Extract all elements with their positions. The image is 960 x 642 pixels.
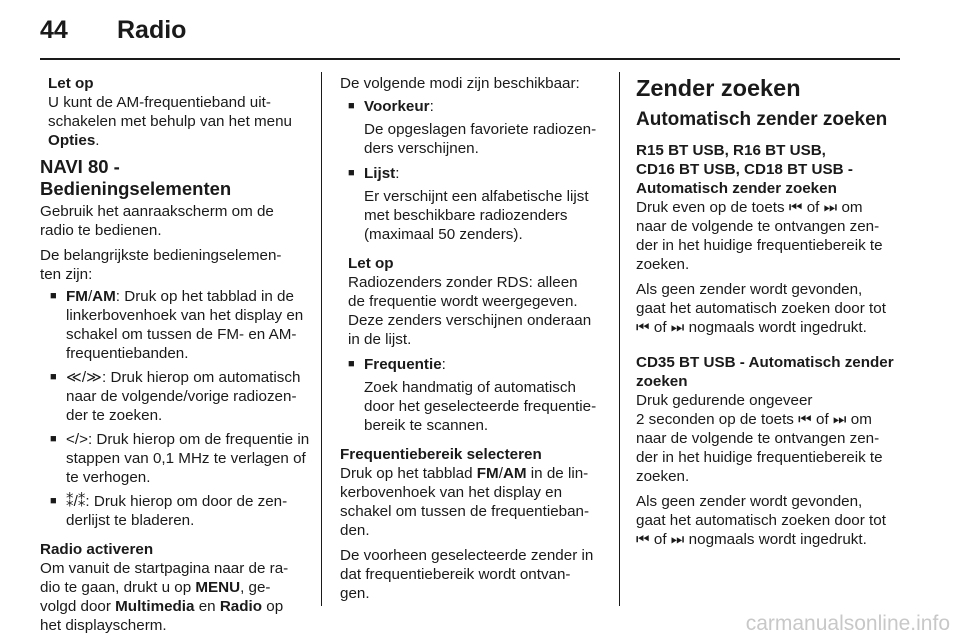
text: op: [262, 598, 284, 615]
text: volgd door: [40, 598, 116, 615]
voorkeur-label: Voorkeur: [364, 98, 430, 115]
text-line: zoeken.: [636, 468, 690, 485]
note-line: de frequentie wordt weergegeven.: [348, 293, 578, 310]
list-item-text: : Druk op het tabblad in de linkerbovenhoek van het display en schakel om tussen de FM- en AM-frequentiebanden.: [66, 288, 304, 362]
select-heading: Frequentiebereik selecteren: [340, 446, 542, 463]
list-item: [50, 287, 310, 363]
text-line: De voorheen geselecteerde zender in: [340, 547, 594, 564]
previous-track-icon: ⏮: [788, 199, 803, 216]
text-line: gaat het automatisch zoeken door tot: [636, 512, 886, 529]
text-line: den.: [340, 522, 370, 539]
text-line: naar de volgende te ontvangen zen-: [636, 430, 880, 447]
text-line: Als geen zender wordt gevonden,: [636, 493, 863, 510]
text-line: gaat het automatisch zoeken door tot: [636, 300, 886, 317]
text: Druk even op de toets: [636, 199, 789, 216]
text-line: zoeken.: [636, 256, 690, 273]
text: Druk op het tabblad: [340, 465, 477, 482]
text-line: Om vanuit de startpagina naar de ra-: [40, 560, 289, 577]
text: of: [649, 531, 671, 548]
subsection-heading: Automatisch zender zoeken: [636, 109, 888, 130]
previous-track-icon: ⏮: [798, 411, 812, 428]
note-line: Radiozenders zonder RDS: alleen: [348, 274, 578, 291]
text: of: [811, 411, 833, 428]
list-item-text: : Druk hierop om door de zen-derlijst te bladeren.: [66, 493, 288, 529]
text: of: [802, 199, 824, 216]
text-line: CD35 BT USB - Automatisch zender: [636, 354, 894, 371]
cd35-heading: [636, 353, 904, 391]
text: , ge-: [240, 579, 271, 596]
list-item: [348, 355, 608, 435]
colon: :: [429, 98, 434, 115]
next-track-icon: ⏭: [670, 531, 685, 548]
text: of: [649, 319, 671, 336]
header-rule: [40, 58, 900, 60]
previous-station-paragraph: [340, 546, 608, 603]
text-line: naar de volgende te ontvangen zen-: [636, 218, 880, 235]
column-3: [636, 74, 904, 555]
intro-paragraph: [40, 202, 310, 240]
spacer: [636, 343, 904, 353]
text-line: zoeken: [636, 373, 688, 390]
list-item: [50, 492, 310, 530]
section-heading: Zender zoeken: [636, 75, 801, 101]
text: nogmaals wordt ingedrukt.: [684, 531, 867, 548]
note-label: Let op: [348, 255, 394, 272]
radio-label: Radio: [219, 598, 263, 615]
text-line: gen.: [340, 585, 370, 602]
list-item-text: Zoek handmatig of automatisch door het geselecteerde frequentie-bereik te scannen.: [364, 379, 597, 434]
select-paragraph: [340, 464, 608, 540]
slash: /: [87, 288, 93, 305]
note-end: .: [95, 132, 100, 149]
list-item-text: : Druk hierop om de frequentie in stappen van 0,1 MHz te verlagen of te verhogen.: [66, 431, 310, 486]
activate-paragraph: [40, 559, 310, 635]
next-track-icon: ⏭: [832, 411, 847, 428]
note-line: U kunt de AM-frequentieband uit-: [48, 94, 271, 111]
text-line: R15 BT USB, R16 BT USB,: [636, 142, 826, 159]
multimedia-label: Multimedia: [115, 598, 195, 615]
previous-track-icon: ⏮: [636, 531, 650, 548]
list-item-text: De opgeslagen favoriete radiozen-ders verschijnen.: [364, 121, 597, 157]
note-block: [340, 254, 608, 349]
page-number: 44: [40, 16, 68, 44]
text: om: [846, 411, 872, 428]
list-item: [50, 368, 310, 425]
modes-list: [340, 97, 608, 244]
previous-track-icon: ⏮: [636, 319, 650, 336]
am-label: AM: [502, 465, 527, 482]
note-line: in de lijst.: [348, 331, 412, 348]
not-found-paragraph: [636, 280, 904, 337]
note-bold: Opties: [48, 132, 96, 149]
text-line: Als geen zender wordt gevonden,: [636, 281, 863, 298]
text: om: [837, 199, 863, 216]
text-line: Gebruik het aanraakscherm om de: [40, 203, 274, 220]
text: en: [194, 598, 220, 615]
note-line: schakelen met behulp van het menu: [48, 113, 293, 130]
list-item-text: Er verschijnt een alfabetische lijst met beschikbare radiozenders (maximaal 50 zenders).: [364, 188, 589, 243]
text-line: het displayscherm.: [40, 617, 167, 634]
models-heading: [636, 141, 904, 198]
cd35-not-found-paragraph: [636, 492, 904, 549]
column-separator-1: [321, 72, 322, 606]
list-item: [348, 97, 608, 158]
activate-heading: Radio activeren: [40, 541, 154, 558]
section-heading: NAVI 80 - Bedieningselementen: [40, 156, 232, 199]
text-line: kerbovenhoek van het display en: [340, 484, 563, 501]
note-block: [40, 74, 310, 150]
modes-list-2: [340, 355, 608, 435]
cd35-seek-paragraph: [636, 391, 904, 486]
slash: /: [498, 465, 503, 482]
text-line: Druk gedurende ongeveer: [636, 392, 813, 409]
text-line: radio te bedienen.: [40, 222, 162, 239]
next-track-icon: ⏭: [670, 319, 685, 336]
column-separator-2: [619, 72, 620, 606]
am-label: AM: [92, 288, 116, 305]
text: 2 seconden op de toets: [636, 411, 799, 428]
text-line: ten zijn:: [40, 266, 93, 283]
fm-label: FM: [476, 465, 499, 482]
text-line: Automatisch zender zoeken: [636, 180, 837, 197]
text-line: CD16 BT USB, CD18 BT USB -: [636, 161, 853, 178]
main-controls-paragraph: [40, 246, 310, 284]
list-item: [348, 164, 608, 244]
text-line: der in het huidige frequentiebereik te: [636, 237, 883, 254]
text: dio te gaan, drukt u op: [40, 579, 196, 596]
note-line: [48, 131, 310, 150]
next-track-icon: ⏭: [823, 199, 838, 216]
chapter-title: Radio: [117, 16, 187, 44]
text: nogmaals wordt ingedrukt.: [684, 319, 867, 336]
menu-label: MENU: [195, 579, 241, 596]
text-line: der in het huidige frequentiebereik te: [636, 449, 883, 466]
modes-intro: De volgende modi zijn beschikbaar:: [340, 75, 580, 92]
note-line: Deze zenders verschijnen onderaan: [348, 312, 592, 329]
text-line: De belangrijkste bedieningselemen-: [40, 247, 282, 264]
text: in de lin-: [526, 465, 589, 482]
text-line: dat frequentiebereik wordt ontvan-: [340, 566, 571, 583]
step-symbol-icon: </>: [66, 431, 88, 448]
fm-label: FM: [66, 288, 88, 305]
colon: :: [441, 356, 446, 373]
seek-paragraph: [636, 198, 904, 274]
colon: :: [395, 165, 400, 182]
scroll-symbol-icon: ⁑/⁑: [66, 493, 86, 510]
column-1: [40, 74, 310, 635]
controls-list: [40, 287, 310, 530]
list-item-text: : Druk hierop om automatisch naar de volgende/vorige radiozen-der te zoeken.: [66, 369, 301, 424]
text-line: schakel om tussen de frequentieban-: [340, 503, 590, 520]
seek-symbol-icon: ≪/≫: [66, 369, 103, 386]
lijst-label: Lijst: [364, 165, 396, 182]
note-label: Let op: [48, 75, 94, 92]
column-2: [340, 74, 608, 609]
watermark: carmanualsonline.info: [745, 612, 950, 635]
list-item: [50, 430, 310, 487]
frequentie-label: Frequentie: [364, 356, 442, 373]
